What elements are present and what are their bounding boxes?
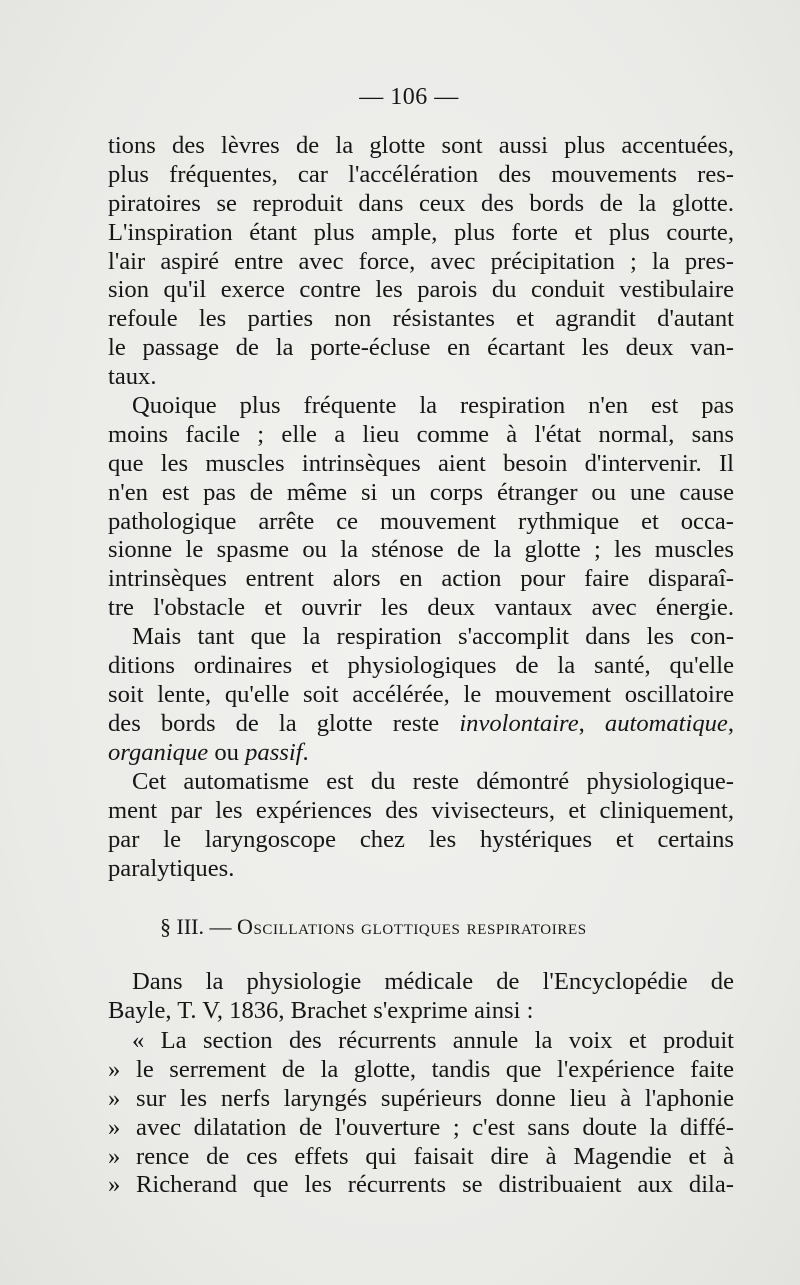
quotation [108,1027,734,1200]
italic-term: passif [245,738,303,766]
text-line: soit lente, qu'elle soit accélérée, le mouvement oscillatoire [108,680,734,708]
quote-line [108,1085,734,1114]
text-line: ditions ordinaires et physiologiques de la santé, qu'elle [108,651,734,679]
text-line: Mais tant que la respiration s'accomplit dans les con- [132,623,734,650]
text-line: L'inspiration étant plus ample, plus forte et plus courte, [108,218,734,246]
paragraph-3 [108,623,734,767]
section-number: § III. [160,914,204,939]
quote-line [108,1114,734,1143]
text-line: intrinsèques entrent alors en action pour faire disparaî- [108,565,734,593]
quote-line [108,1143,734,1172]
quote-line [108,1027,734,1056]
quote-mark: « [132,1027,145,1054]
quote-text: le serrement de la glotte, tandis que l'expérience faite [136,1055,734,1083]
paragraph-5 [108,968,734,1026]
quote-mark: » [108,1113,121,1141]
quote-mark: » [108,1171,121,1199]
text-line: l'air aspiré entre avec force, avec précipitation ; la pres- [108,247,734,275]
text-line: tre l'obstacle et ouvrir les deux vantaux avec énergie. [108,594,734,622]
quote-text: rence de ces effets qui faisait dire à Magendie et à [136,1142,734,1170]
text-segment: ou [208,738,246,766]
text-line: Quoique plus fréquente la respiration n'en est pas [132,392,734,419]
text-line: que les muscles intrinsèques aient besoin d'intervenir. Il [108,449,734,477]
quote-mark: » [108,1142,121,1170]
paragraph-2 [108,392,734,623]
text-line: Cet automatisme est du reste démontré physiologique- [132,768,734,795]
text-line: le passage de la porte-écluse en écartant les deux van- [108,334,734,362]
text-line: n'en est pas de même si un corps étranger ou une cause [108,478,734,506]
text-line-mixed [108,739,734,768]
quote-text: sur les nerfs laryngés supérieurs donne lieu à l'aphonie [136,1084,734,1112]
quote-line [108,1056,734,1085]
section-dash: — [203,914,237,939]
text-line: moins facile ; elle a lieu comme à l'état normal, sans [108,420,734,448]
text-line: Dans la physiologie médicale de l'Encyclopédie de [132,968,734,995]
italic-term: involontaire [459,709,579,737]
text-line: sion qu'il exerce contre les parois du conduit vestibulaire [108,276,734,304]
quote-text: Richerand que les récurrents se distribuaient aux dila- [136,1171,734,1199]
text-line: paralytiques. [108,854,235,882]
text-line: refoule les parties non résistantes et agrandit d'autant [108,305,734,333]
text-segment: des bords de la glotte reste [108,709,440,737]
italic-term: automatique [604,709,728,737]
italic-term: organique [108,738,209,766]
text-line: Bayle, T. V, 1836, Brachet s'exprime ainsi : [108,996,534,1024]
page-number: — 106 — [359,84,459,110]
section-heading [160,914,690,940]
text-line: piratoires se reproduit dans ceux des bords de la glotte. [108,189,734,217]
text-line: par le laryngoscope chez les hystériques et certains [108,825,734,853]
text-line: pathologique arrête ce mouvement rythmique et occa- [108,507,734,535]
text-segment: , [578,709,585,737]
text-line: sionne le spasme ou la sténose de la glotte ; les muscles [108,536,734,564]
quote-mark: » [108,1055,121,1083]
text-line: ment par les expériences des vivisecteurs, et cliniquement, [108,796,734,824]
quote-line [108,1171,734,1200]
text-line-mixed [108,710,734,739]
quote-mark: » [108,1084,121,1112]
text-line: tions des lèvres de la glotte sont aussi plus accentuées, [108,132,734,159]
text-segment: . [302,738,309,766]
quote-text: La section des récurrents annule la voix et produit [160,1027,734,1054]
section-title: Oscillations glottiques respiratoires [236,914,587,939]
text-segment: , [727,709,735,737]
paragraph-1 [108,132,734,392]
text-line: plus fréquentes, car l'accélération des mouvements res- [108,160,734,188]
text-line: taux. [108,363,157,391]
paragraph-4 [108,768,734,884]
quote-text: avec dilatation de l'ouverture ; c'est sans doute la diffé- [136,1113,734,1141]
